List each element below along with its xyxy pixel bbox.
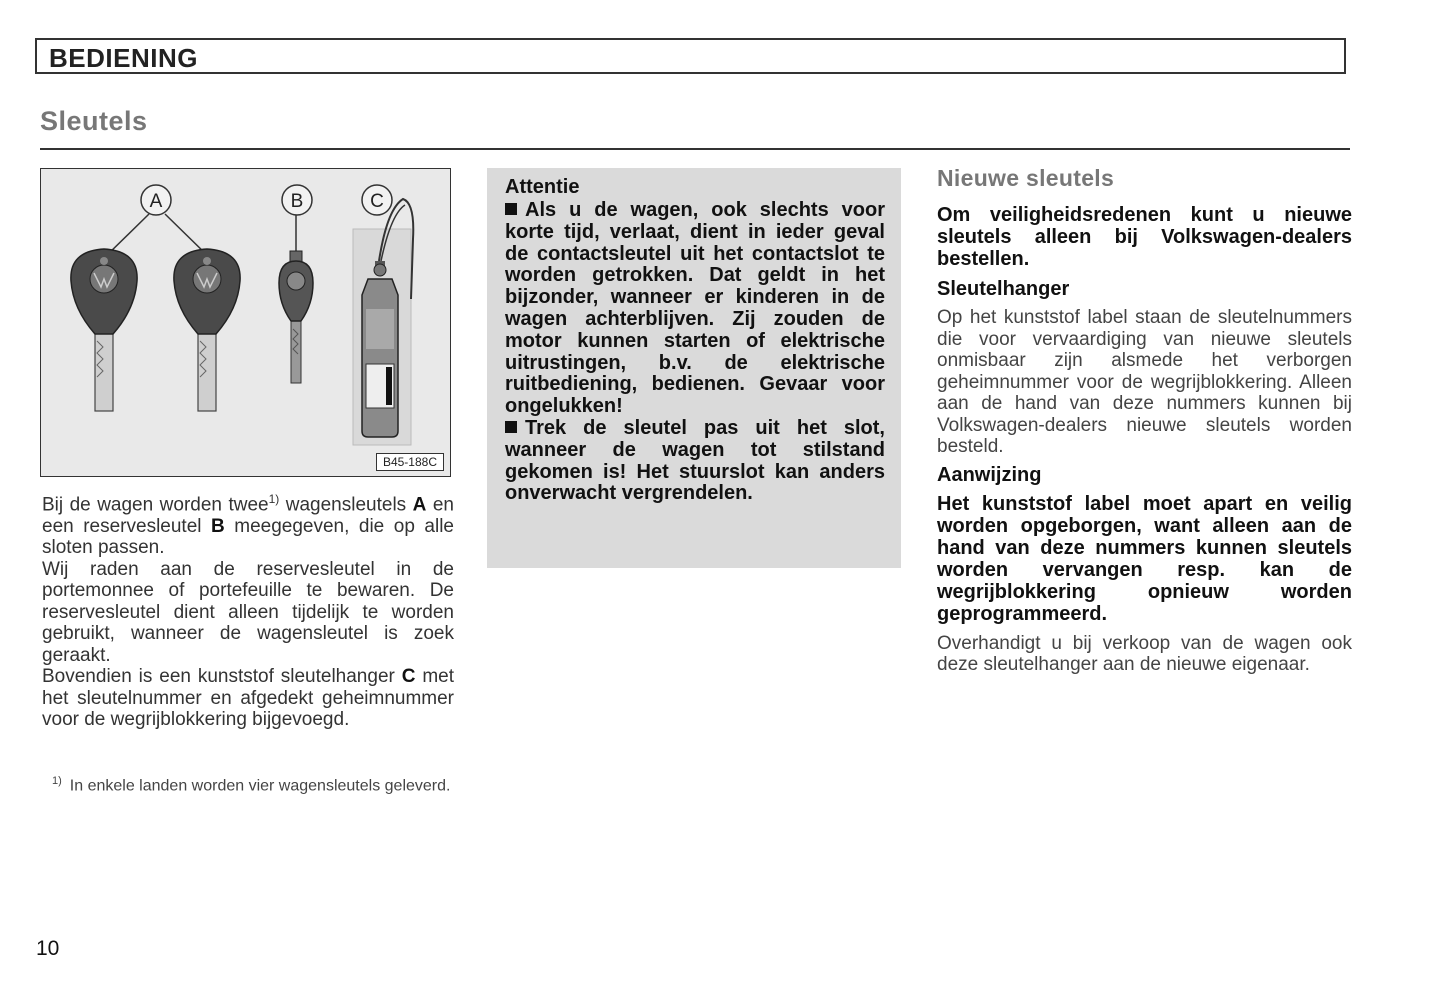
- intro-text: [42, 489, 454, 731]
- intro-paragraph-2: Wij raden aan de reservesleutel in de portemonnee of portefeuille te bewaren. De reservesleutel dient alleen tijdelijk te worden gebruikt, wanneer de wagensleutel is zoek geraakt.: [42, 558, 454, 666]
- page-title: Sleutels: [40, 106, 148, 136]
- warning-item-2: Trek de sleutel pas uit het slot, wanneer de wagen tot stilstand gekomen is! Het stuurslot kan anders onverwacht vergrendelen.: [505, 416, 885, 505]
- keytag-heading: Sleutelhanger: [937, 278, 1070, 300]
- footnote-text: In enkele landen worden vier wagensleutels geleverd.: [69, 777, 451, 795]
- handover-text: Overhandigt u bij verkoop van de wagen ook deze sleutelhanger aan de nieuwe eigenaar.: [937, 632, 1352, 675]
- figure-code: B45-188C: [376, 453, 444, 471]
- footnote: [52, 770, 452, 797]
- spare-key: [279, 251, 313, 383]
- keys-figure: [40, 168, 451, 477]
- note-text: Het kunststof label moet apart en veilig worden opgeborgen, want alleen aan de hand van deze nummers kunnen sleutels worden vervangen resp. kan de wegrijblokkering opnieuw worden geprogrammeerd.: [937, 492, 1352, 625]
- bullet-icon: [505, 421, 517, 433]
- note-heading: Aanwijzing: [937, 463, 1042, 486]
- new-keys-heading: Nieuwe sleutels: [937, 165, 1115, 191]
- page-number: 10: [36, 937, 60, 960]
- section-header: [35, 38, 1346, 74]
- section-title: BEDIENING: [49, 43, 198, 73]
- warning-item-1: Als u de wagen, ook slechts voor korte tijd, verlaat, dient in ieder geval de contactsleutel uit het contactslot te worden getrokken. Dat geldt in het bijzonder, wanneer er kinderen in de wagen achterblijven. Zij zouden de motor kunnen starten of elektrische uitrustingen, b.v. de elektrische ruitbediening, bedienen. Gevaar voor ongelukken!: [505, 199, 885, 418]
- new-keys-lead: Om veiligheidsredenen kunt u nieuwe sleutels alleen bij Volkswagen-dealers bestellen.: [937, 204, 1352, 270]
- intro-paragraph-3: Bovendien is een kunststof sleutelhanger C met het sleutelnummer en afgedekt geheimnummer voor de wegrijblokkering bijgevoegd.: [42, 666, 455, 731]
- intro-paragraph-1: Bij de wagen worden twee$^{1)}$ wagensleutels A en een reservesleutel B meegegeven, die op alle sloten passen.: [42, 492, 455, 559]
- keys-illustration: [41, 169, 452, 478]
- new-keys-column: [937, 165, 1352, 682]
- bullet-icon: [505, 203, 517, 215]
- title-divider: [40, 148, 1350, 150]
- wagon-key-1: [71, 249, 137, 411]
- callout-a: A: [149, 191, 163, 212]
- footnote-mark: 1): [52, 775, 62, 787]
- keytag-text: Op het kunststof label staan de sleutelnummers die voor vervaardiging van nieuwe sleutels onmisbaar zijn alsmede het verborgen geheimnummer voor de wegrijblokkering. Alleen aan de hand van deze nummers kunnen bij Volkswagen-dealers nieuwe sleutels worden besteld.: [937, 307, 1352, 457]
- wagon-key-2: [174, 249, 240, 411]
- callout-b: B: [290, 191, 304, 212]
- key-tag: [353, 199, 413, 445]
- callout-c: C: [370, 191, 384, 212]
- warning-box: [487, 168, 901, 568]
- warning-title: Attentie: [505, 176, 580, 198]
